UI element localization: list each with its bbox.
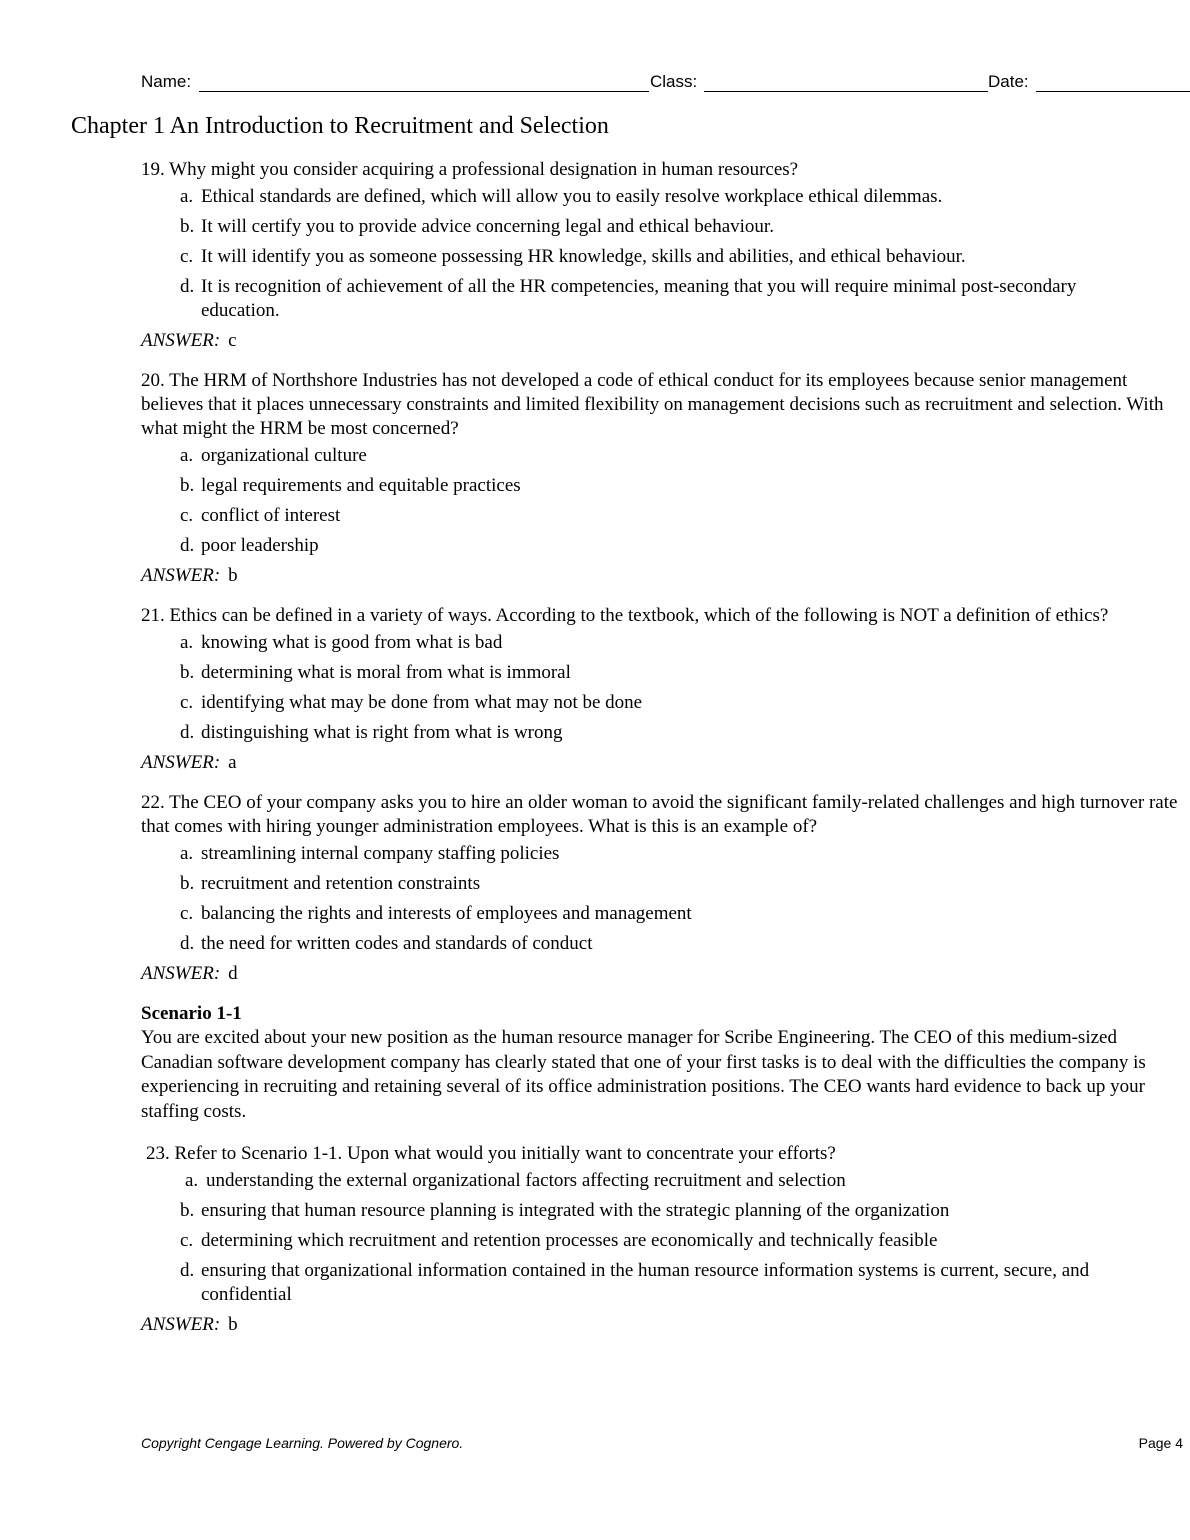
question-stem: 20. The HRM of Northshore Industries has not developed a code of ethical conduct for its employees because senior management believes that it places unnecessary constraints and limited flexibility on management decisions such as recruitment and selection. With what might the HRM be most concerned? xyxy=(141,370,1164,439)
option-a xyxy=(141,185,1186,209)
option-letter: c. xyxy=(180,505,194,526)
answer-line xyxy=(141,564,1186,588)
option-letter: d. xyxy=(180,933,195,954)
option-letter: a. xyxy=(180,843,194,864)
date-label: Date: xyxy=(988,72,1029,91)
option-letter: d. xyxy=(180,535,195,556)
option-b xyxy=(141,1199,1186,1223)
option-letter: c. xyxy=(180,246,194,267)
option-text: identifying what may be done from what may not be done xyxy=(201,692,643,713)
question-19 xyxy=(141,158,1186,353)
question-list xyxy=(141,158,1186,1353)
option-letter: b. xyxy=(180,873,195,894)
question-stem: 21. Ethics can be defined in a variety of ways. According to the textbook, which of the following is NOT a definition of ethics? xyxy=(141,605,1109,626)
option-c xyxy=(141,691,1186,715)
option-c xyxy=(141,902,1186,926)
option-text: Ethical standards are defined, which will allow you to easily resolve workplace ethical dilemmas. xyxy=(201,186,943,207)
option-text: recruitment and retention constraints xyxy=(201,873,481,894)
option-d xyxy=(141,1259,1186,1307)
option-letter: b. xyxy=(180,662,195,683)
class-field-line xyxy=(704,91,988,92)
date-field-line xyxy=(1036,91,1190,92)
chapter-title: Chapter 1 An Introduction to Recruitment and Selection xyxy=(71,113,609,139)
answer-label: ANSWER: xyxy=(141,963,221,984)
question-stem: 23. Refer to Scenario 1-1. Upon what would you initially want to concentrate your efforts? xyxy=(146,1143,836,1164)
copyright-text: Copyright Cengage Learning. Powered by Cognero. xyxy=(141,1435,464,1451)
option-text: determining what is moral from what is immoral xyxy=(201,662,571,683)
option-b xyxy=(141,872,1186,896)
option-list xyxy=(141,631,1186,745)
page-footer xyxy=(141,1435,1183,1451)
option-c xyxy=(141,1229,1186,1253)
option-text: It will identify you as someone possessing HR knowledge, skills and abilities, and ethical behaviour. xyxy=(201,246,966,267)
answer-value: a xyxy=(228,752,237,773)
option-text: It is recognition of achievement of all the HR competencies, meaning that you will require minimal post-secondary education. xyxy=(201,276,1077,321)
option-list xyxy=(141,1169,1186,1307)
option-text: ensuring that organizational information contained in the human resource information systems is current, secure, and confidential xyxy=(201,1260,1090,1305)
option-list xyxy=(141,444,1186,558)
name-field-line xyxy=(199,91,649,92)
answer-value: c xyxy=(228,330,237,351)
question-21 xyxy=(141,604,1186,775)
option-a xyxy=(141,1169,1186,1193)
option-text: streamlining internal company staffing policies xyxy=(201,843,560,864)
option-text: conflict of interest xyxy=(201,505,341,526)
option-letter: c. xyxy=(180,1230,194,1251)
question-22 xyxy=(141,791,1186,986)
option-text: knowing what is good from what is bad xyxy=(201,632,503,653)
question-stem: 19. Why might you consider acquiring a professional designation in human resources? xyxy=(141,159,799,180)
answer-value: b xyxy=(228,1314,238,1335)
question-23 xyxy=(141,1142,1186,1337)
option-letter: a. xyxy=(185,1170,199,1191)
answer-label: ANSWER: xyxy=(141,1314,221,1335)
option-c xyxy=(141,504,1186,528)
option-list xyxy=(141,842,1186,956)
option-text: poor leadership xyxy=(201,535,319,556)
option-b xyxy=(141,474,1186,498)
option-text: the need for written codes and standards of conduct xyxy=(201,933,593,954)
answer-value: d xyxy=(228,963,238,984)
name-label: Name: xyxy=(141,72,192,91)
option-letter: c. xyxy=(180,692,194,713)
scenario-title: Scenario 1-1 xyxy=(141,1003,242,1024)
answer-label: ANSWER: xyxy=(141,565,221,586)
option-letter: b. xyxy=(180,475,195,496)
question-stem: 22. The CEO of your company asks you to hire an older woman to avoid the significant family-related challenges and high turnover rate that comes with hiring younger administration employees. What is this is an example of? xyxy=(141,792,1178,837)
option-a xyxy=(141,631,1186,655)
option-text: legal requirements and equitable practices xyxy=(201,475,521,496)
answer-label: ANSWER: xyxy=(141,752,221,773)
option-letter: c. xyxy=(180,903,194,924)
option-letter: d. xyxy=(180,276,195,297)
scenario-block xyxy=(141,1002,1186,1124)
option-a xyxy=(141,444,1186,468)
option-letter: d. xyxy=(180,722,195,743)
option-letter: a. xyxy=(180,445,194,466)
option-b xyxy=(141,215,1186,239)
option-list xyxy=(141,185,1186,323)
option-d xyxy=(141,534,1186,558)
page-number: Page 4 xyxy=(1138,1435,1183,1451)
scenario-text: You are excited about your new position as the human resource manager for Scribe Engineering. The CEO of this medium-sized Canadian software development company has clearly stated that one of your first tasks is to deal with the difficulties the company is experiencing in recruiting and retaining several of its office administration positions. The CEO wants hard evidence to back up your staffing costs. xyxy=(141,1027,1146,1122)
answer-line xyxy=(141,962,1186,986)
option-text: It will certify you to provide advice concerning legal and ethical behaviour. xyxy=(201,216,774,237)
header-fields xyxy=(141,72,1190,94)
answer-line xyxy=(141,751,1186,775)
option-text: organizational culture xyxy=(201,445,367,466)
option-text: distinguishing what is right from what is wrong xyxy=(201,722,563,743)
option-text: balancing the rights and interests of employees and management xyxy=(201,903,692,924)
answer-label: ANSWER: xyxy=(141,330,221,351)
option-b xyxy=(141,661,1186,685)
option-letter: a. xyxy=(180,632,194,653)
option-d xyxy=(141,932,1186,956)
option-a xyxy=(141,842,1186,866)
option-d xyxy=(141,721,1186,745)
answer-line xyxy=(141,1313,1186,1337)
option-text: understanding the external organizational factors affecting recruitment and selection xyxy=(206,1170,846,1191)
option-letter: a. xyxy=(180,186,194,207)
answer-line xyxy=(141,329,1186,353)
option-d xyxy=(141,275,1186,323)
class-label: Class: xyxy=(650,72,698,91)
option-c xyxy=(141,245,1186,269)
option-text: determining which recruitment and retention processes are economically and technically feasible xyxy=(201,1230,938,1251)
option-letter: b. xyxy=(180,216,195,237)
option-text: ensuring that human resource planning is integrated with the strategic planning of the organization xyxy=(201,1200,950,1221)
option-letter: d. xyxy=(180,1260,195,1281)
question-20 xyxy=(141,369,1186,588)
option-letter: b. xyxy=(180,1200,195,1221)
answer-value: b xyxy=(228,565,238,586)
